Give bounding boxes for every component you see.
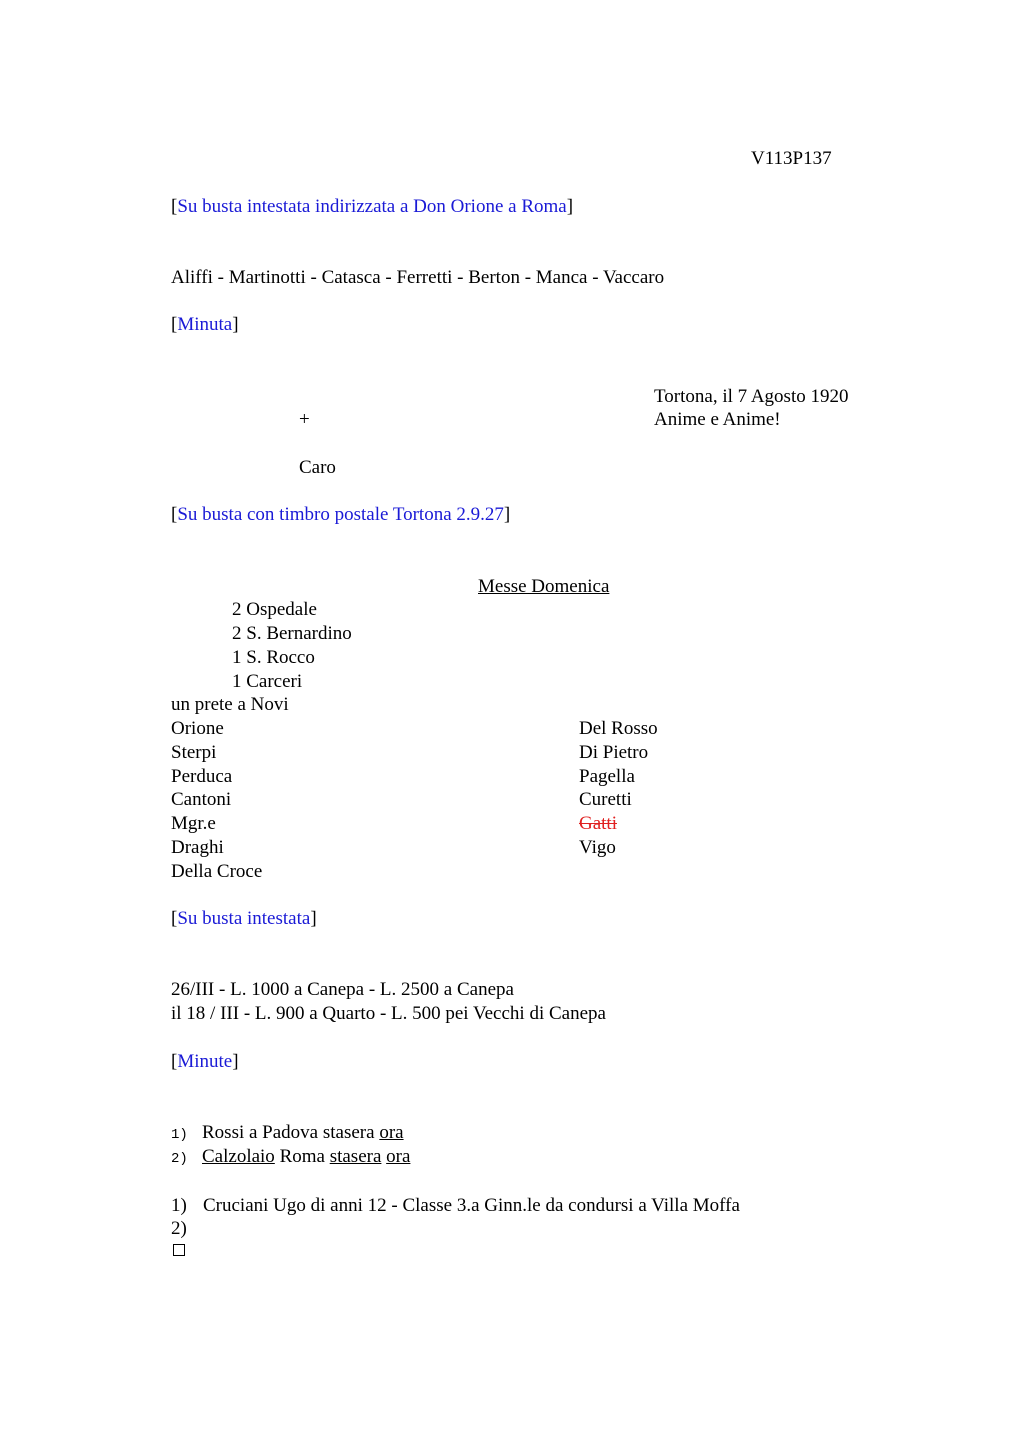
underlined-word: stasera bbox=[329, 1146, 382, 1167]
editorial-note-1: [Su busta intestata indirizzata a Don Orione a Roma] bbox=[171, 196, 574, 217]
note-text: Minuta bbox=[177, 314, 233, 335]
payment-line: 26/III - L. 1000 a Canepa - L. 2500 a Canepa bbox=[171, 979, 514, 1000]
priest-name: Della Croce bbox=[171, 861, 263, 882]
priest-name: Del Rosso bbox=[579, 718, 658, 739]
mass-item: 1 Carceri bbox=[232, 671, 303, 692]
priest-name: Pagella bbox=[579, 766, 635, 787]
editorial-note-4: [Su busta intestata] bbox=[171, 908, 317, 929]
checkbox-glyph bbox=[173, 1244, 185, 1256]
list-text: Roma bbox=[279, 1146, 325, 1167]
priest-name: Sterpi bbox=[171, 742, 217, 763]
document-code: V113P137 bbox=[751, 148, 832, 169]
salutation: Caro bbox=[299, 457, 336, 478]
motto: Anime e Anime! bbox=[654, 409, 781, 430]
note-text: Minute bbox=[177, 1051, 233, 1072]
struck-name: Gatti bbox=[579, 813, 617, 834]
priest-name: Perduca bbox=[171, 766, 233, 787]
note-text: Su busta con timbro postale Tortona 2.9.27 bbox=[177, 504, 504, 525]
priest-name: Curetti bbox=[579, 789, 632, 810]
mass-item: 1 S. Rocco bbox=[232, 647, 315, 668]
list-text: Rossi a Padova stasera bbox=[202, 1122, 375, 1143]
names-line: Aliffi - Martinotti - Catasca - Ferretti - Berton - Manca - Vaccaro bbox=[171, 267, 665, 288]
priest-name: Di Pietro bbox=[579, 742, 649, 763]
priest-name: Vigo bbox=[579, 837, 616, 858]
list-text: Cruciani Ugo di anni 12 - Classe 3.a Ginn.le da condursi a Villa Moffa bbox=[203, 1195, 740, 1216]
masses-title: Messe Domenica bbox=[478, 576, 610, 597]
editorial-note-3: [Su busta con timbro postale Tortona 2.9.27] bbox=[171, 504, 511, 525]
mass-item: 2 Ospedale bbox=[232, 599, 317, 620]
list-number: 2) bbox=[171, 1151, 188, 1167]
list-item-1 bbox=[202, 1121, 404, 1145]
underlined-word: Calzolaio bbox=[202, 1146, 275, 1167]
underlined-word: ora bbox=[386, 1146, 411, 1167]
novi-line: un prete a Novi bbox=[171, 694, 289, 715]
note-text: Su busta intestata indirizzata a Don Orione a Roma bbox=[177, 196, 567, 217]
note-text: Su busta intestata bbox=[177, 908, 311, 929]
list-number: 1) bbox=[171, 1195, 187, 1216]
editorial-note-2: [Minuta] bbox=[171, 314, 239, 335]
priest-name: Cantoni bbox=[171, 789, 232, 810]
payment-line: il 18 / III - L. 900 a Quarto - L. 500 pei Vecchi di Canepa bbox=[171, 1003, 606, 1024]
list-number: 1) bbox=[171, 1127, 188, 1143]
mass-item: 2 S. Bernardino bbox=[232, 623, 352, 644]
editorial-note-5: [Minute] bbox=[171, 1051, 239, 1072]
priest-name: Mgr.e bbox=[171, 813, 216, 834]
cross-symbol: + bbox=[299, 409, 310, 430]
list-number: 2) bbox=[171, 1218, 187, 1239]
underlined-word: ora bbox=[379, 1122, 404, 1143]
list-item-2 bbox=[202, 1145, 410, 1169]
place-date: Tortona, il 7 Agosto 1920 bbox=[654, 386, 849, 407]
priest-name: Orione bbox=[171, 718, 224, 739]
priest-name: Draghi bbox=[171, 837, 224, 858]
